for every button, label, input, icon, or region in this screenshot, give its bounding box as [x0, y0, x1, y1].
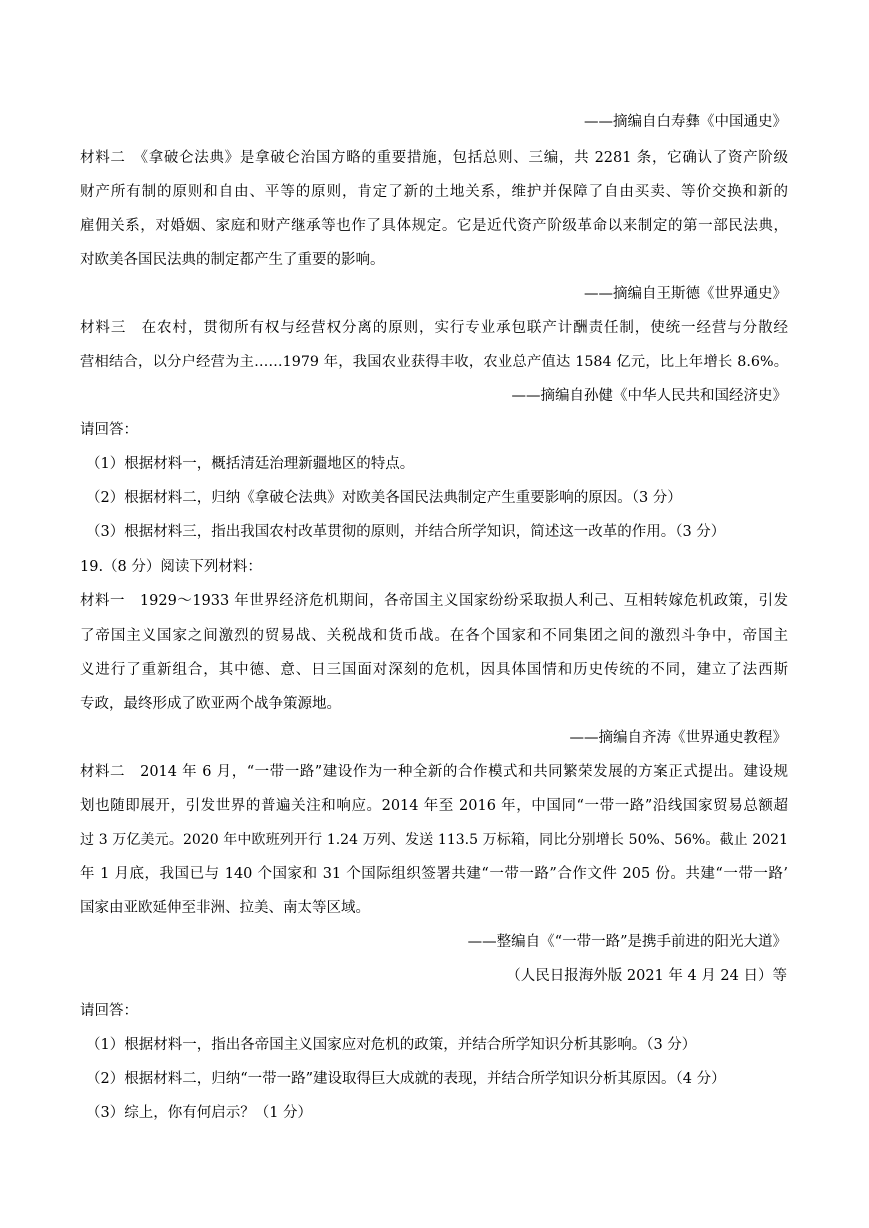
- question-prompt: 请回答：: [80, 1003, 138, 1019]
- question-heading: 19.（8 分）阅读下列材料：: [80, 559, 262, 575]
- source-citation: ——整编自《“一带一路”是携手前进的阳光大道》: [467, 934, 787, 950]
- question-item: （1）根据材料一，概括清廷治理新疆地区的特点。: [86, 456, 415, 472]
- material-paragraph-line: 材料三 在农村，贯彻所有权与经营权分离的原则，实行专业承包联产计酬责任制，使统一经营与分散经: [80, 320, 788, 336]
- question-item: （1）根据材料一，指出各帝国主义国家应对危机的政策，并结合所学知识分析其影响。（3 分）: [86, 1037, 697, 1053]
- material-paragraph-line: 雇佣关系，对婚姻、家庭和财产继承等也作了具体规定。它是近代资产阶级革命以来制定的第一部民法典，: [80, 218, 788, 234]
- material-paragraph-line: 材料二 2014 年 6 月，“一带一路”建设作为一种全新的合作模式和共同繁荣发展的方案正式提出。建设规: [80, 764, 788, 780]
- material-paragraph-line: 营相结合，以分户经营为主……1979 年，我国农业获得丰收，农业总产值达 1584 亿元，比上年增长 8.6%。: [80, 354, 788, 370]
- source-citation: ——摘编自王斯德《世界通史》: [584, 286, 787, 302]
- material-paragraph-line: 了帝国主义国家之间激烈的贸易战、关税战和货币战。在各个国家和不同集团之间的激烈斗争中，帝国主: [80, 628, 788, 644]
- question-item: （3）综上，你有何启示？（1 分）: [86, 1105, 313, 1121]
- question-item: （2）根据材料二，归纳“一带一路”建设取得巨大成就的表现，并结合所学知识分析其原因。（4 分）: [86, 1071, 726, 1087]
- source-citation: ——摘编自孙健《中华人民共和国经济史》: [511, 388, 787, 404]
- source-citation: ——摘编自齐涛《世界通史教程》: [569, 730, 787, 746]
- question-item: （2）根据材料二，归纳《拿破仑法典》对欧美各国民法典制定产生重要影响的原因。（3 分）: [86, 490, 682, 506]
- material-paragraph-line: 材料二 《拿破仑法典》是拿破仑治国方略的重要措施，包括总则、三编，共 2281 条，它确认了资产阶级: [80, 150, 788, 166]
- question-prompt: 请回答：: [80, 422, 138, 438]
- source-citation: ——摘编自白寿彝《中国通史》: [584, 114, 787, 130]
- material-paragraph-line: 过 3 万亿美元。2020 年中欧班列开行 1.24 万列、发送 113.5 万标箱，同比分别增长 50%、56%。截止 2021: [80, 832, 788, 848]
- material-paragraph-line: 财产所有制的原则和自由、平等的原则，肯定了新的土地关系，维护并保障了自由买卖、等价交换和新的: [80, 184, 788, 200]
- material-paragraph-line: 国家由亚欧延伸至非洲、拉美、南太等区域。: [80, 900, 370, 916]
- material-paragraph-line: 划也随即展开，引发世界的普遍关注和响应。2014 年至 2016 年，中国同“一带一路”沿线国家贸易总额超: [80, 798, 788, 814]
- material-paragraph-line: 材料一 1929～1933 年世界经济危机期间，各帝国主义国家纷纷采取损人利己、互相转嫁危机政策，引发: [80, 593, 788, 609]
- material-paragraph-line: 年 1 月底，我国已与 140 个国家和 31 个国际组织签署共建“一带一路”合作文件 205 份。共建“一带一路’: [80, 866, 788, 882]
- material-paragraph-line: 专政，最终形成了欧亚两个战争策源地。: [80, 696, 341, 712]
- material-paragraph-line: 对欧美各国民法典的制定都产生了重要的影响。: [80, 252, 385, 268]
- source-citation-date: （人民日报海外版 2021 年 4 月 24 日）等: [506, 968, 787, 984]
- material-paragraph-line: 义进行了重新组合，其中德、意、日三国面对深刻的危机，因具体国情和历史传统的不同，建立了法西斯: [80, 662, 788, 678]
- question-item: （3）根据材料三，指出我国农村改革贯彻的原则，并结合所学知识，简述这一改革的作用。（3 分）: [86, 524, 726, 540]
